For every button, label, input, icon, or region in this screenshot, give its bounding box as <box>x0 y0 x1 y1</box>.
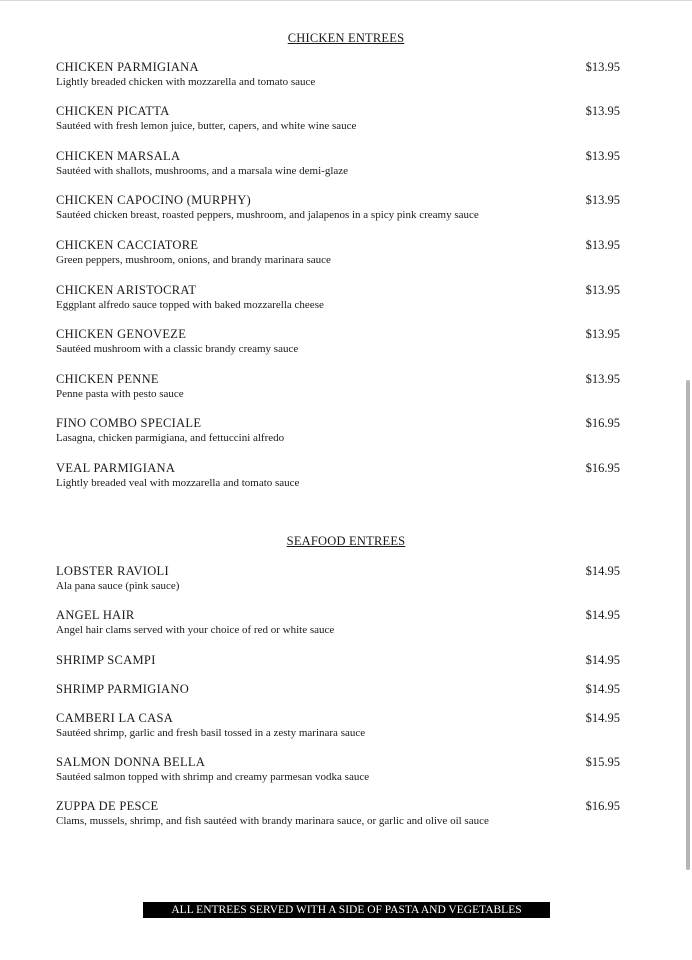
item-description: Sautéed chicken breast, roasted peppers, mushroom, and jalapenos in a spicy pink creamy sauce <box>56 209 479 221</box>
item-price: $13.95 <box>585 60 620 74</box>
item-description: Sautéed salmon topped with shrimp and creamy parmesan vodka sauce <box>56 771 370 783</box>
menu-item <box>56 193 620 223</box>
item-price: $13.95 <box>585 327 620 341</box>
item-price: $13.95 <box>585 149 620 163</box>
item-description: Penne pasta with pesto sauce <box>56 388 184 400</box>
item-name: LOBSTER RAVIOLI <box>56 564 169 578</box>
item-description: Green peppers, mushroom, onions, and brandy marinara sauce <box>56 254 331 266</box>
menu-item <box>56 711 620 741</box>
menu-item <box>56 149 620 179</box>
item-description: Ala pana sauce (pink sauce) <box>56 580 180 592</box>
item-name: CHICKEN MARSALA <box>56 149 181 163</box>
item-price: $13.95 <box>585 238 620 252</box>
item-name: SHRIMP SCAMPI <box>56 653 156 667</box>
scrollbar-thumb[interactable] <box>686 380 690 870</box>
item-price: $13.95 <box>585 104 620 118</box>
item-description: Sautéed with fresh lemon juice, butter, capers, and white wine sauce <box>56 120 357 132</box>
item-name: CHICKEN CAPOCINO (MURPHY) <box>56 193 252 207</box>
item-name: CHICKEN PICATTA <box>56 104 170 118</box>
item-description: Clams, mussels, shrimp, and fish sautéed with brandy marinara sauce, or garlic and olive oil sauce <box>56 815 489 827</box>
menu-item <box>56 104 620 134</box>
item-name: CHICKEN CACCIATORE <box>56 238 199 252</box>
menu-item <box>56 564 620 594</box>
menu-item <box>56 416 620 446</box>
menu-item <box>56 608 620 638</box>
item-name: SHRIMP PARMIGIANO <box>56 682 190 696</box>
item-price: $16.95 <box>585 416 620 430</box>
menu-item <box>56 461 620 491</box>
item-description: Lasagna, chicken parmigiana, and fettuccini alfredo <box>56 432 285 444</box>
item-description: Eggplant alfredo sauce topped with baked mozzarella cheese <box>56 299 324 311</box>
item-price: $13.95 <box>585 193 620 207</box>
item-description: Lightly breaded chicken with mozzarella and tomato sauce <box>56 76 316 88</box>
chicken-entrees-heading: CHICKEN ENTREES <box>287 31 405 45</box>
item-name: ANGEL HAIR <box>56 608 135 622</box>
menu-item <box>56 653 620 668</box>
menu-item <box>56 682 620 697</box>
item-price: $14.95 <box>585 682 620 696</box>
menu-item <box>56 238 620 268</box>
item-description: Sautéed mushroom with a classic brandy creamy sauce <box>56 343 299 355</box>
item-price: $14.95 <box>585 711 620 725</box>
item-name: CHICKEN GENOVEZE <box>56 327 187 341</box>
item-description: Sautéed with shallots, mushrooms, and a marsala wine demi-glaze <box>56 165 349 177</box>
item-name: FINO COMBO SPECIALE <box>56 416 202 430</box>
item-price: $16.95 <box>585 799 620 813</box>
item-description: Angel hair clams served with your choice of red or white sauce <box>56 624 335 636</box>
item-description: Sautéed shrimp, garlic and fresh basil tossed in a zesty marinara sauce <box>56 727 366 739</box>
item-price: $14.95 <box>585 564 620 578</box>
seafood-entrees-heading: SEAFOOD ENTREES <box>286 534 406 548</box>
menu-item <box>56 755 620 785</box>
menu-item <box>56 283 620 313</box>
item-description: Lightly breaded veal with mozzarella and tomato sauce <box>56 477 300 489</box>
item-name: CAMBERI LA CASA <box>56 711 174 725</box>
item-price: $15.95 <box>585 755 620 769</box>
item-name: ZUPPA DE PESCE <box>56 799 159 813</box>
menu-item <box>56 60 620 90</box>
item-price: $14.95 <box>585 608 620 622</box>
menu-item <box>56 372 620 402</box>
item-name: CHICKEN PENNE <box>56 372 159 386</box>
item-name: SALMON DONNA BELLA <box>56 755 206 769</box>
footer-banner: ALL ENTREES SERVED WITH A SIDE OF PASTA AND VEGETABLES <box>143 902 550 918</box>
item-name: CHICKEN PARMIGIANA <box>56 60 199 74</box>
item-price: $13.95 <box>585 283 620 297</box>
menu-item <box>56 799 620 829</box>
item-name: CHICKEN ARISTOCRAT <box>56 283 197 297</box>
item-name: VEAL PARMIGIANA <box>56 461 176 475</box>
item-price: $14.95 <box>585 653 620 667</box>
menu-item <box>56 327 620 357</box>
item-price: $13.95 <box>585 372 620 386</box>
top-border <box>0 0 692 1</box>
item-price: $16.95 <box>585 461 620 475</box>
